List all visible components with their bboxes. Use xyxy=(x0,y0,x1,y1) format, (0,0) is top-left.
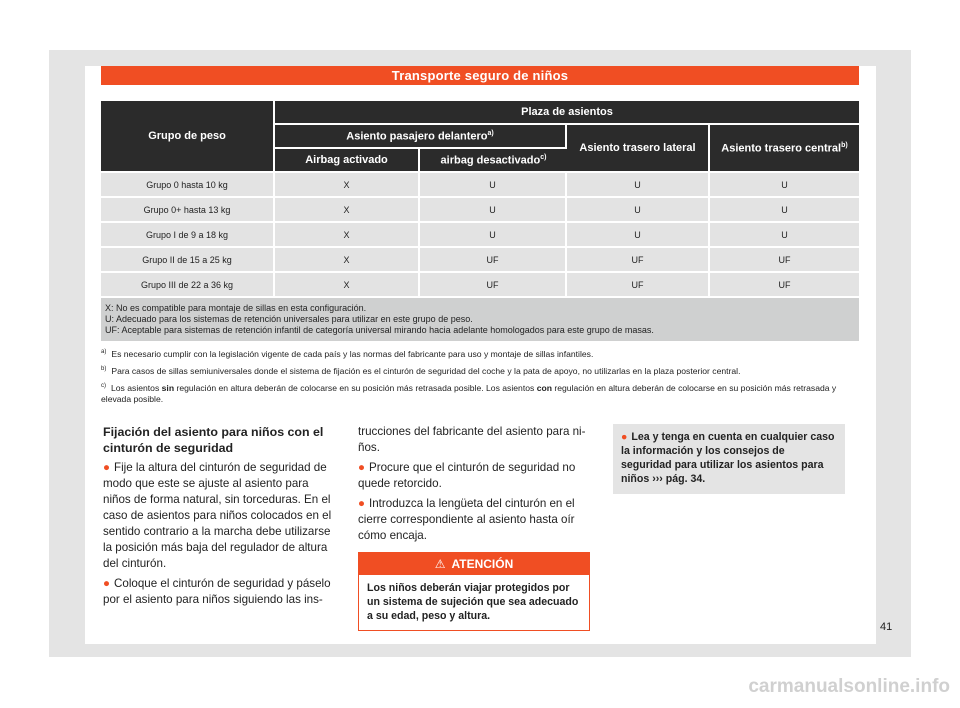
table-row xyxy=(101,248,859,273)
cell-value: X xyxy=(275,248,420,273)
bullet-icon: ● xyxy=(103,577,111,590)
bullet-item: ● Fije la altura del cinturón de seguridad de modo que este se ajuste al asiento para niños de forma natural, sin torceduras. En el caso de asientos para niños colocados en el sentido contrario a la marcha debe utilizarse la posición más baja del regulador de altura del cinturón. xyxy=(103,461,332,570)
footnote-b: $^{b)}$ Para casos de sillas semiuniversales donde el sistema de fijación es el cinturón de seguridad del coche y la pata de apoyo, no utilizarlas en la plaza posterior central. xyxy=(101,365,741,376)
header-seat-position: Plaza de asientos xyxy=(275,101,859,125)
page-reference-link[interactable]: ››› pág. 34. xyxy=(652,473,706,485)
bullet-icon: ● xyxy=(358,461,366,474)
cell-value: X xyxy=(275,273,420,298)
table-legend xyxy=(101,298,859,343)
cell-group: Grupo I de 9 a 18 kg xyxy=(101,223,275,248)
cell-value: UF xyxy=(710,248,859,273)
section-title-bar xyxy=(101,66,859,85)
cell-value: U xyxy=(710,223,859,248)
bullet-item: ● Procure que el cinturón de seguridad no quede retorcido. xyxy=(358,461,576,490)
cell-group: Grupo III de 22 a 36 kg xyxy=(101,273,275,298)
bullet-icon: ● xyxy=(358,497,366,510)
bullet-item: ● Introduzca la lengüeta del cinturón en el cierre correspondiente al asiento hasta oír cómo encaja. xyxy=(358,497,575,542)
footnote-c: $^{c)}$ Los asientos sin regulación en altura deberán de colocarse en su posición más retrasada posible. Los asientos con regulación en altura deberán de colocarse en su posición más retrasada y elevada posible. xyxy=(101,382,837,404)
compatibility-table xyxy=(101,101,859,343)
table-row xyxy=(101,198,859,223)
warning-triangle-icon: ⚠ xyxy=(434,557,446,571)
cell-value: UF xyxy=(710,273,859,298)
footnote-a: $^{a)}$ Es necesario cumplir con la legislación vigente de cada país y las normas del fabricante para uso y montaje de sillas infantiles. xyxy=(101,348,594,359)
bullet-item: ● Coloque el cinturón de seguridad y páselo por el asiento para niños siguiendo las ins- xyxy=(103,577,331,606)
cell-value: U xyxy=(567,198,710,223)
column-1 xyxy=(103,424,335,612)
header-rear-lateral: Asiento trasero lateral xyxy=(567,125,710,173)
legend-line: UF: Aceptable para sistemas de retención infantil de categoría universal mirando hacia adelante homologados para este grupo de masas. xyxy=(105,325,654,335)
cell-value: U xyxy=(420,223,567,248)
section-heading: Fijación del asiento para niños con el cinturón de seguridad xyxy=(103,425,324,455)
header-airbag-on: Airbag activado xyxy=(275,149,420,173)
cell-group: Grupo 0+ hasta 13 kg xyxy=(101,198,275,223)
header-rear-central: Asiento trasero central$^{b)}$ xyxy=(710,125,859,173)
header-front-passenger: Asiento pasajero delantero$^{a)}$ xyxy=(275,125,567,149)
cell-value: U xyxy=(420,198,567,223)
info-box: ● Lea y tenga en cuenta en cualquier caso la información y los consejos de seguridad para utilizar los asientos para niños ››› pág. 34. xyxy=(613,424,845,494)
section-title: Transporte seguro de niños xyxy=(391,68,569,83)
watermark: carmanualsonline.info xyxy=(748,676,950,697)
cell-value: UF xyxy=(420,273,567,298)
warning-header: ⚠ ATENCIÓN xyxy=(359,553,589,575)
cell-value: UF xyxy=(567,248,710,273)
bullet-icon: ● xyxy=(621,431,628,443)
cell-value: U xyxy=(567,223,710,248)
column-2 xyxy=(358,424,590,631)
cell-value: X xyxy=(275,223,420,248)
legend-line: U: Adecuado para los sistemas de retención universales para utilizar en este grupo de peso. xyxy=(105,314,473,324)
cell-value: X xyxy=(275,173,420,198)
table-row xyxy=(101,273,859,298)
table-row xyxy=(101,223,859,248)
page-number: 41 xyxy=(880,621,893,633)
cell-value: U xyxy=(710,198,859,223)
column-3 xyxy=(613,424,845,494)
legend-line: X: No es compatible para montaje de sillas en esta configuración. xyxy=(105,303,367,313)
cell-value: U xyxy=(710,173,859,198)
cell-value: U xyxy=(567,173,710,198)
cell-value: X xyxy=(275,198,420,223)
warning-text: Los niños deberán viajar protegidos por un sistema de sujeción que sea adecuado a su edad, peso y altura. xyxy=(367,582,579,622)
warning-box xyxy=(358,552,590,631)
cell-value: U xyxy=(420,173,567,198)
header-airbag-off: airbag desactivado$^{c)}$ xyxy=(420,149,567,173)
bullet-icon: ● xyxy=(103,461,111,474)
cell-group: Grupo 0 hasta 10 kg xyxy=(101,173,275,198)
bullet-continuation: trucciones del fabricante del asiento para niños. xyxy=(358,425,586,454)
footnotes xyxy=(101,347,859,409)
table-row xyxy=(101,173,859,198)
header-weight-group: Grupo de peso xyxy=(101,101,275,173)
cell-value: UF xyxy=(567,273,710,298)
cell-value: UF xyxy=(420,248,567,273)
cell-group: Grupo II de 15 a 25 kg xyxy=(101,248,275,273)
